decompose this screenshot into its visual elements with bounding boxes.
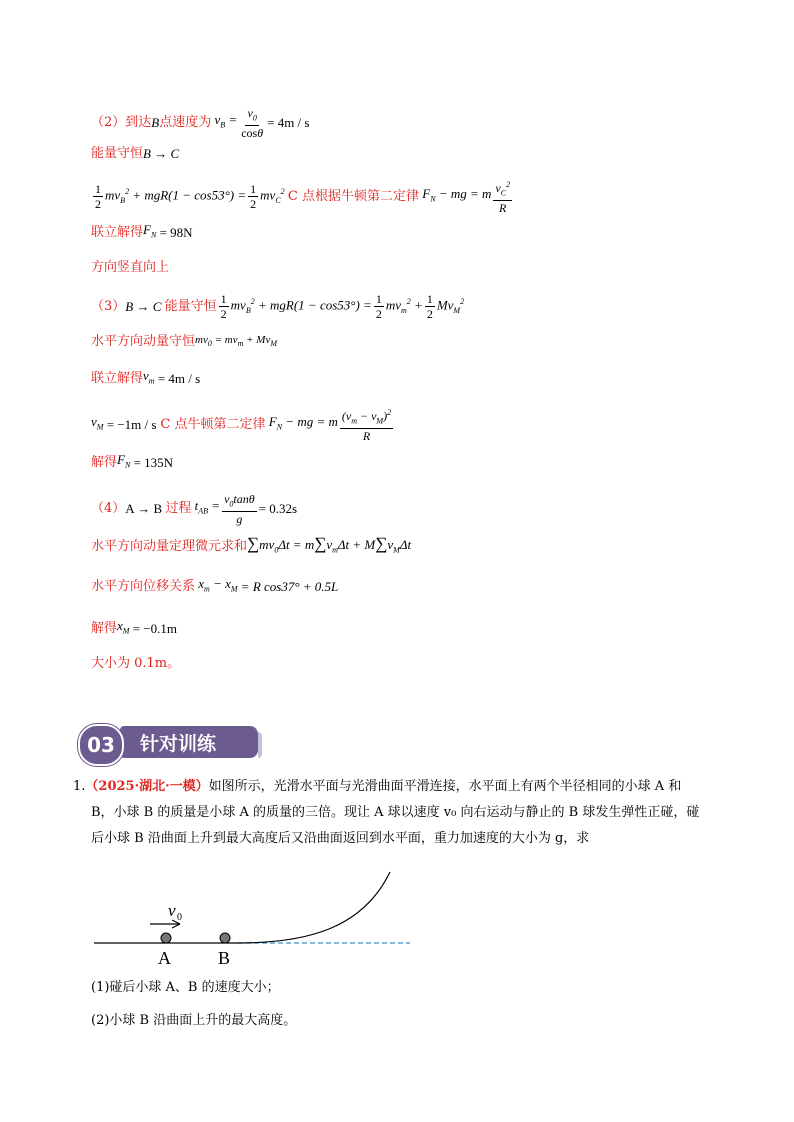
energy-label-line bbox=[91, 144, 179, 164]
impulse-eq: $\sum mv_0\Delta t = m\sum v_m\Delta t + M\sum v_M\Delta t$ bbox=[247, 534, 412, 555]
relative-v-over-r: $\frac{(v_m - v_M)^2}{R}$ bbox=[341, 408, 392, 444]
momentum-line bbox=[91, 330, 277, 354]
fn1-value: = 98N bbox=[159, 224, 193, 240]
p3-newton: C 点牛顿第二定律 bbox=[160, 416, 266, 432]
vM-value: = −1m / s bbox=[106, 416, 157, 432]
energy-equation-line bbox=[91, 178, 514, 215]
vm-line bbox=[91, 366, 200, 392]
p3-eq-mid: $mv_m^2$ + bbox=[385, 297, 423, 315]
joint-solve-label: 联立解得 bbox=[91, 224, 144, 240]
fn2-value: = 135N bbox=[133, 454, 174, 470]
velocity-subscript: 0 bbox=[177, 912, 182, 923]
displacement-line bbox=[91, 574, 338, 600]
disp-eq: = R cos37° + 0.5L bbox=[240, 578, 339, 594]
p4-label: （4） bbox=[91, 501, 126, 517]
ball-a bbox=[161, 933, 171, 943]
vb-symbol: $v_B$ = bbox=[211, 112, 238, 130]
momentum-eq: $mv_0 = mv_m + Mv_M$ bbox=[195, 334, 278, 349]
question-text bbox=[73, 774, 733, 852]
p3-eq-right: $Mv_M^2$ bbox=[436, 297, 465, 315]
question-index: 1. bbox=[73, 779, 86, 794]
fn1-line bbox=[91, 220, 193, 246]
a-to-b: A → B bbox=[125, 501, 166, 517]
label-a: A bbox=[158, 948, 171, 968]
xM-line bbox=[91, 616, 177, 642]
question-source: （2025·湖北·一模） bbox=[85, 779, 209, 794]
question-text-1: 如图所示，光滑水平面与光滑曲面平滑连接，水平面上有两个半径相同的小球 A 和 bbox=[208, 779, 682, 794]
joint-solve-2: 联立解得 bbox=[91, 370, 144, 386]
disp-symbol: $x_m - x_M$ bbox=[195, 576, 238, 594]
question-figure bbox=[88, 868, 418, 968]
xM-value: = −0.1m bbox=[132, 620, 177, 636]
fn2-line bbox=[91, 450, 173, 476]
energy-eq-left: $mv_B^2 + mgR(1 - \cos 53^\circ)$ = bbox=[105, 187, 247, 206]
newton-eq: $F_N$ − mg = m bbox=[419, 185, 492, 204]
solve3-label: 解得 bbox=[91, 454, 118, 470]
question-line-1 bbox=[73, 774, 733, 800]
p2-label: （2）到达 bbox=[91, 115, 152, 131]
question-line-3: 后小球 B 沿曲面上升到最大高度后又沿曲面返回到水平面，重力加速度的大小为 g，求 bbox=[91, 831, 590, 846]
point-b: B bbox=[151, 115, 160, 131]
velocity-label: v bbox=[168, 901, 176, 920]
energy-eq-right: C 点根据牛顿第二定律 bbox=[287, 188, 420, 204]
curved-surface bbox=[238, 872, 390, 943]
p3-label: （3） bbox=[91, 298, 126, 314]
displacement-label: 水平方向位移关系 bbox=[91, 578, 196, 594]
vM-line bbox=[91, 406, 395, 443]
impulse-label: 水平方向动量定理微元求和 bbox=[91, 539, 248, 555]
question-line-2: B，小球 B 的质量是小球 A 的质量的三倍。现让 A 球以速度 v₀ 向右运动与静止的 B 球发生弹性正碰，碰 bbox=[91, 805, 700, 820]
p2-text: 点速度为 bbox=[159, 115, 212, 131]
solution-line-p4 bbox=[91, 492, 297, 526]
half-3: $\frac{1}{2}$ bbox=[220, 292, 227, 321]
xM-symbol: $x_M$ bbox=[117, 618, 130, 636]
half-5: $\frac{1}{2}$ bbox=[426, 292, 433, 321]
sub-question-1: (1)碰后小球 A、B 的速度大小； bbox=[91, 980, 280, 995]
fn2-symbol: $F_N$ bbox=[117, 452, 131, 470]
vm-value: = 4m / s bbox=[157, 370, 201, 386]
solution-line-p3 bbox=[91, 292, 464, 321]
half-2: $\frac{1}{2}$ bbox=[250, 182, 257, 212]
p3-energy-label: 能量守恒 bbox=[164, 298, 217, 314]
label-b: B bbox=[218, 948, 231, 968]
p3-eq-left: $mv_B^2 + mgR(1 - \cos 53^\circ)$ = bbox=[230, 297, 372, 315]
tab-fraction: $\frac{v_0\tan\theta}{g}$ bbox=[224, 492, 255, 527]
half-4: $\frac{1}{2}$ bbox=[375, 292, 382, 321]
section-header bbox=[78, 724, 262, 762]
ball-b bbox=[220, 933, 230, 943]
magnitude-line: 大小为 0.1m。 bbox=[91, 656, 181, 671]
energy-label: 能量守恒 bbox=[91, 146, 144, 161]
p3-newton-eq: $F_N$ − mg = m bbox=[265, 413, 338, 432]
section-title: 针对训练 bbox=[120, 726, 258, 758]
solution-line-p2 bbox=[91, 106, 309, 140]
section-number: 03 bbox=[78, 724, 124, 766]
momentum-label: 水平方向动量守恒 bbox=[91, 334, 196, 350]
half-1: $\frac{1}{2}$ bbox=[95, 182, 101, 212]
p3-b-to-c: B → C bbox=[125, 298, 165, 314]
direction-line: 方向竖直向上 bbox=[91, 260, 170, 275]
vM-symbol: $v_M$ bbox=[91, 413, 104, 432]
vb-fraction: $\frac{v_0}{\cos\theta}$ bbox=[241, 106, 264, 141]
tab-value: = 0.32s bbox=[258, 501, 298, 517]
sub-question-2: (2)小球 B 沿曲面上升的最大高度。 bbox=[91, 1013, 297, 1028]
vm-symbol: $v_m$ bbox=[143, 368, 155, 386]
impulse-line bbox=[91, 534, 411, 561]
p4-process: 过程 bbox=[165, 501, 192, 517]
p2-result: = 4m / s bbox=[267, 115, 310, 131]
energy-eq-mid: $mv_C^2$ bbox=[260, 187, 285, 206]
vc-over-r: $\frac{v_C^2}{R}$ bbox=[495, 180, 511, 216]
fn-symbol: $F_N$ bbox=[143, 222, 157, 240]
tab-symbol: $t_{AB}$ = bbox=[191, 498, 221, 516]
b-to-c: B → C bbox=[143, 146, 180, 161]
solve4-label: 解得 bbox=[91, 620, 118, 636]
